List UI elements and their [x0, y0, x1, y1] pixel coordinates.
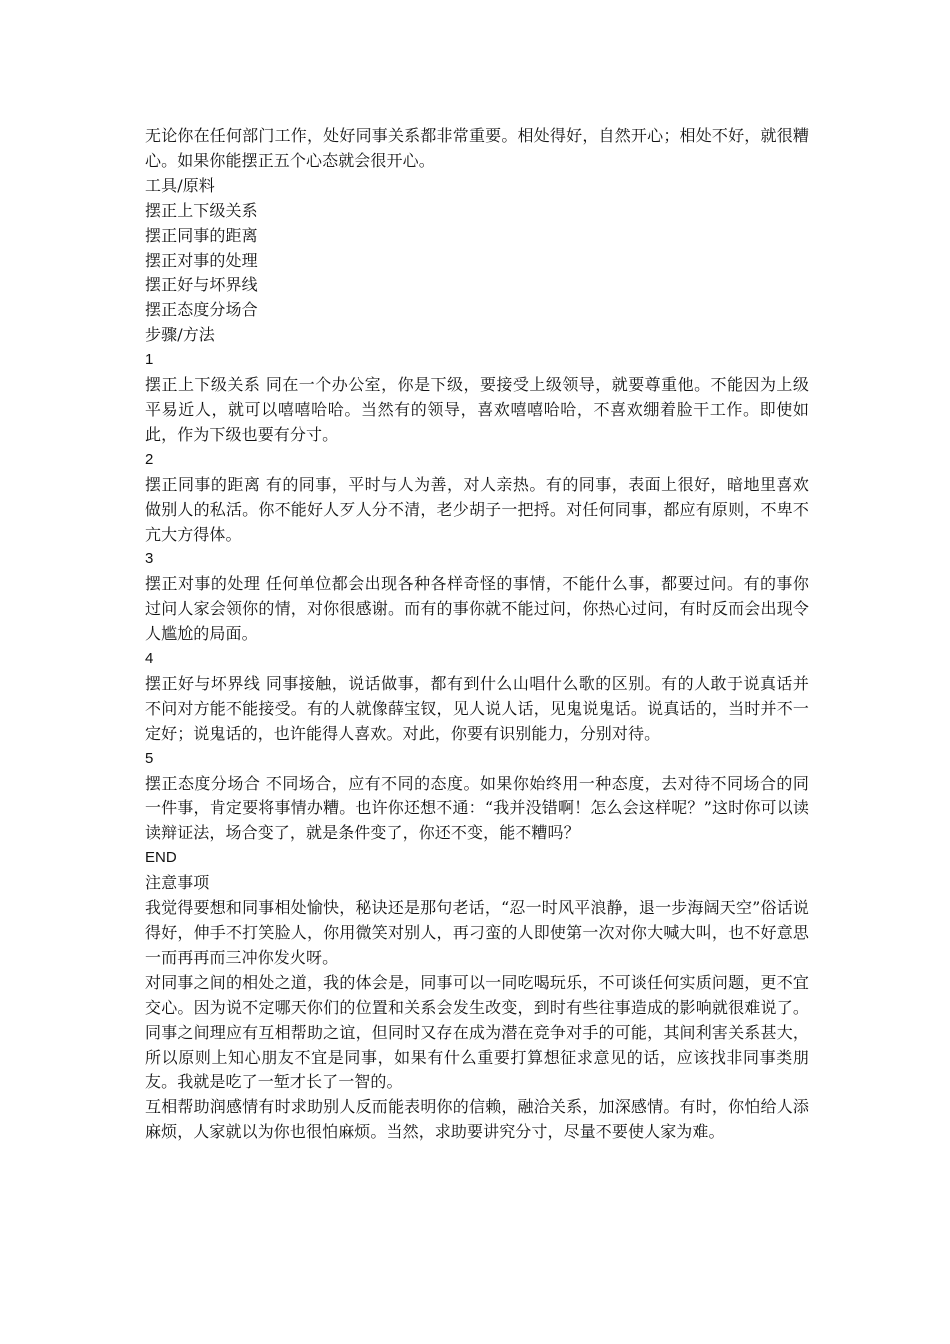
step-text: 摆正上下级关系 同在一个办公室，你是下级，要接受上级领导，就要尊重他。不能因为上级平易近人，就可以嘻嘻哈哈。当然有的领导，喜欢嘻嘻哈哈，不喜欢绷着脸干工作。即使如此，作为下级也要有分寸。: [145, 375, 809, 444]
step-number: 3: [145, 550, 154, 568]
step-text: 摆正同事的距离 有的同事，平时与人为善，对人亲热。有的同事，表面上很好，暗地里喜欢做别人的私活。你不能好人歹人分不清，老少胡子一把捋。对任何同事，都应有原则，不卑不亢大方得体。: [145, 474, 809, 544]
step-text: 摆正好与坏界线 同事接触，说话做事，都有到什么山唱什么歌的区别。有的人敢于说真话并不问对方能不能接受。有的人就像薛宝钗，见人说人话，见鬼说鬼话。说真话的，当时并不一定好；说鬼话的，也许能得人喜欢。对此，你要有识别能力，分别对待。: [145, 673, 809, 743]
end-marker: END: [145, 849, 177, 867]
intro-paragraph: 无论你在任何部门工作，处好同事关系都非常重要。相处得好，自然开心；相处不好，就很糟心。如果你能摆正五个心态就会很开心。: [145, 126, 809, 170]
tool-item: 摆正好与坏界线: [145, 275, 258, 295]
tools-heading: 工具/原料: [145, 175, 215, 195]
note-paragraph: 互相帮助润感情有时求助别人反而能表明你的信赖，融洽关系，加深感情。有时，你怕给人添麻烦，人家就以为你也很怕麻烦。当然，求助要讲究分寸，尽量不要使人家为难。: [145, 1097, 809, 1142]
notes-heading: 注意事项: [145, 873, 210, 893]
step-number: 5: [145, 749, 154, 767]
step-number: 4: [145, 650, 154, 668]
step-text: 摆正对事的处理 任何单位都会出现各种各样奇怪的事情，不能什么事，都要过问。有的事你过问人家会领你的情，对你很感谢。而有的事你就不能过问，你热心过问，有时反而会出现令人尴尬的局面。: [145, 574, 809, 644]
tool-item: 摆正同事的距离: [145, 225, 258, 245]
tool-item: 摆正上下级关系: [145, 200, 258, 220]
step-number: 2: [145, 450, 154, 468]
steps-heading: 步骤/方法: [145, 325, 215, 345]
step-number: 1: [145, 351, 154, 369]
note-paragraph: 我觉得要想和同事相处愉快，秘诀还是那句老话，“忍一时风平浪静，退一步海阔天空”俗话说得好，伸手不打笑脸人，你用微笑对别人，再刁蛮的人即使第一次对你大喊大叫，也不好意思一而再再而三冲你发火呀。: [145, 898, 809, 967]
step-text: 摆正态度分场合 不同场合，应有不同的态度。如果你始终用一种态度，去对待不同场合的同一件事，肯定要将事情办糟。也许你还想不通：“我并没错啊！怎么会这样呢？”这时你可以读读辩证法，场合变了，就是条件变了，你还不变，能不糟吗？: [145, 773, 809, 843]
note-paragraph: 对同事之间的相处之道，我的体会是，同事可以一同吃喝玩乐，不可谈任何实质问题，更不宜交心。因为说不定哪天你们的位置和关系会发生改变，到时有些往事造成的影响就很难说了。同事之间理应有互相帮助之谊，但同时又存在成为潜在竞争对手的可能，其间利害关系甚大，所以原则上知心朋友不宜是同事，如果有什么重要打算想征求意见的话，应该找非同事类朋友。我就是吃了一堑才长了一智的。: [145, 972, 809, 1092]
document-body: [145, 124, 809, 1145]
tool-item: 摆正态度分场合: [145, 300, 258, 320]
tool-item: 摆正对事的处理: [145, 250, 258, 270]
